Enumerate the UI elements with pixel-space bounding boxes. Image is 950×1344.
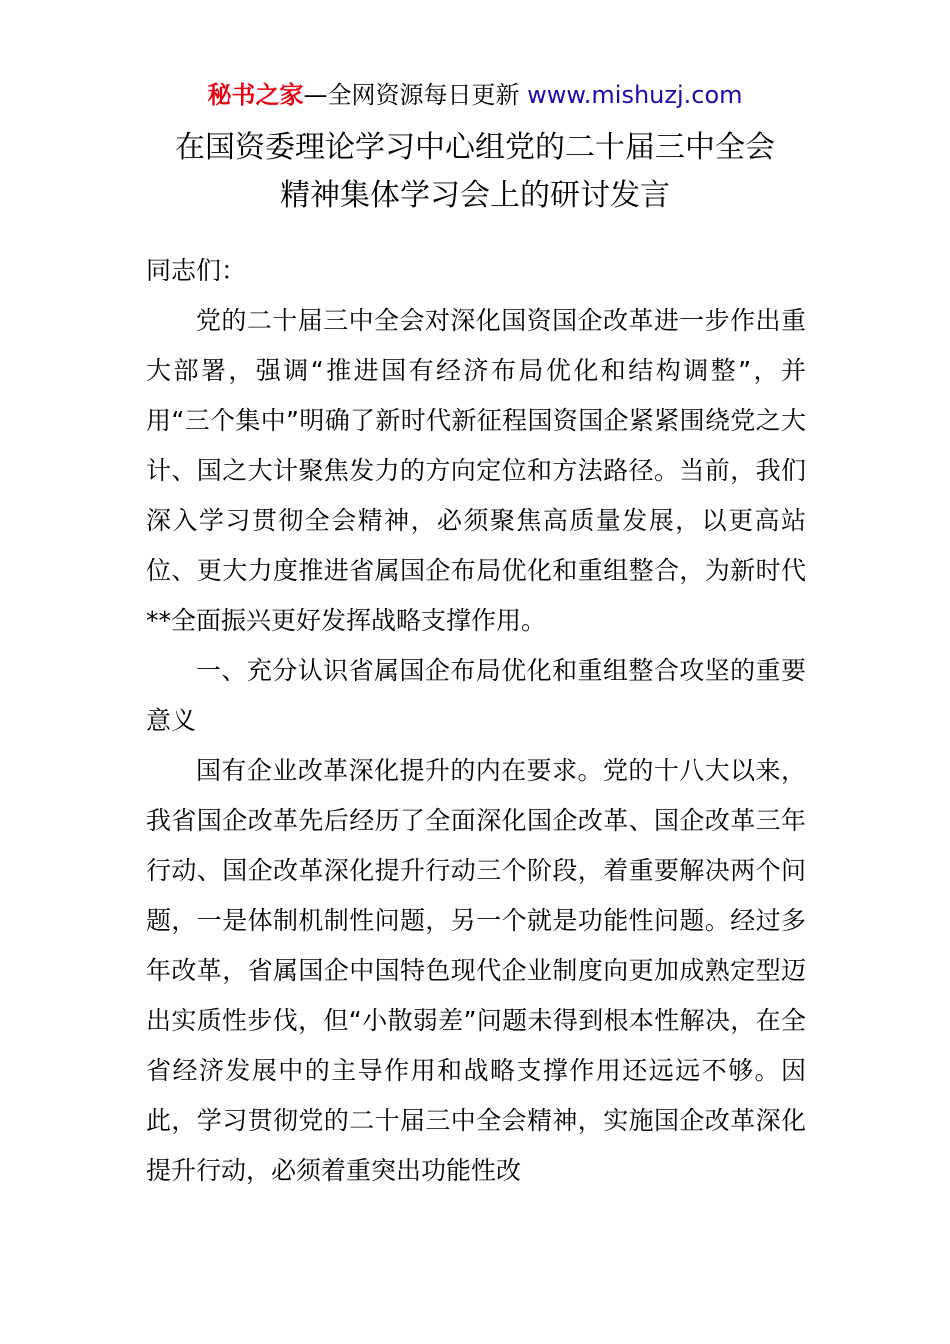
paragraph-reform: 国有企业改革深化提升的内在要求。党的十八大以来，我省国企改革先后经历了全面深化国企改革、国企改革三年行动、国企改革深化提升行动三个阶段，着重要解决两个问题，一是体制机制性问题，另一个就是功能性问题。经过多年改革，省属国企中国特色现代企业制度向更加成熟定型迈出实质性步伐，但“小散弱差”问题未得到根本性解决，在全省经济发展中的主导作用和战略支撑作用还远远不够。因此，学习贯彻党的二十届三中全会精神，实施国企改革深化提升行动，必须着重突出功能性改 [146,756,806,1185]
document-title [0,124,950,220]
document-body [146,246,806,1196]
header-tagline: —全网资源每日更新 [303,81,520,109]
title-line-1: 在国资委理论学习中心组党的二十届三中全会 [175,130,775,165]
brand-name: 秘书之家 [207,81,304,109]
section-heading-1: 一、充分认识省属国企布局优化和重组整合攻坚的重要意义 [146,656,806,735]
paragraph-intro: 党的二十届三中全会对深化国资国企改革进一步作出重大部署，强调“推进国有经济布局优化和结构调整”，并用“三个集中”明确了新时代新征程国资国企紧紧围绕党之大计、国之大计聚焦发力的方向定位和方法路径。当前，我们深入学习贯彻全会精神，必须聚焦高质量发展，以更高站位、更大力度推进省属国企布局优化和重组整合，为新时代**全面振兴更好发挥战略支撑作用。 [146,306,806,635]
site-header [0,78,950,112]
site-url[interactable]: www.mishuzj.com [527,81,743,109]
title-line-2: 精神集体学习会上的研讨发言 [280,178,670,213]
salutation: 同志们： [146,256,247,285]
